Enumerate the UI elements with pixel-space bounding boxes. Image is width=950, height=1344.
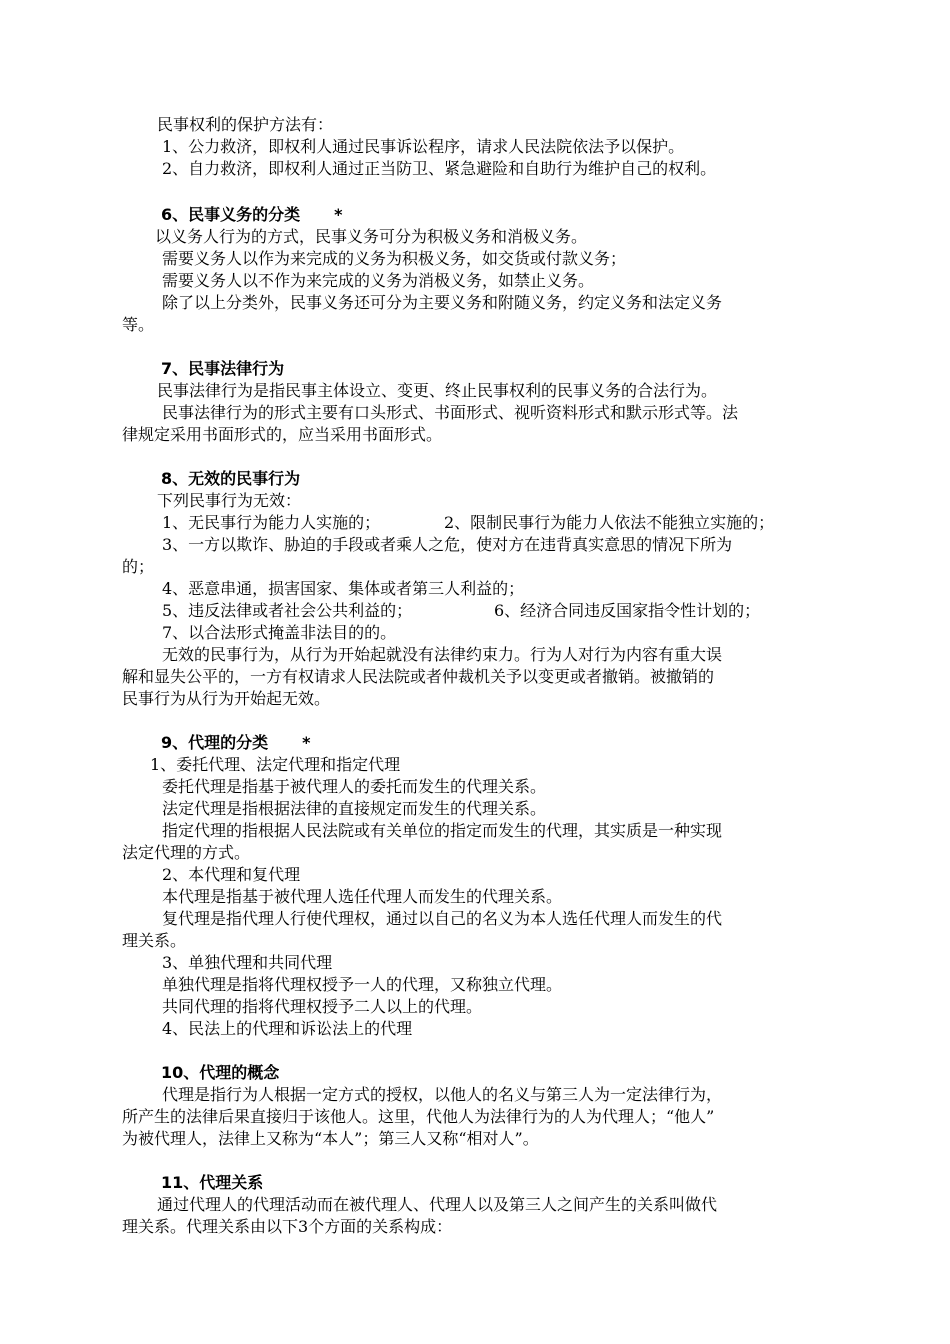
intro-line: 2、自力救济，即权利人通过正当防卫、紧急避险和自助行为维护自己的权利。	[162, 159, 717, 178]
section-title: 9、代理的分类	[161, 733, 269, 752]
paragraph-line: 1、委托代理、法定代理和指定代理	[150, 755, 401, 774]
paragraph-line: 通过代理人的代理活动而在被代理人、代理人以及第三人之间产生的关系叫做代	[157, 1195, 718, 1214]
intro-line: 1、公力救济，即权利人通过民事诉讼程序，请求人民法院依法予以保护。	[162, 137, 685, 156]
paragraph-line: 2、限制民事行为能力人依法不能独立实施的；	[444, 513, 775, 532]
paragraph-line: 律规定采用书面形式的，应当采用书面形式。	[122, 425, 443, 444]
paragraph-line: 7、以合法形式掩盖非法目的的。	[162, 623, 397, 642]
paragraph-line: 需要义务人以不作为来完成的义务为消极义务，如禁止义务。	[162, 271, 595, 290]
paragraph-line: 单独代理是指将代理权授予一人的代理，又称独立代理。	[162, 975, 563, 994]
paragraph-line: 民事法律行为的形式主要有口头形式、书面形式、视听资料形式和默示形式等。法	[162, 403, 739, 422]
paragraph-line: 需要义务人以作为来完成的义务为积极义务，如交货或付款义务；	[162, 249, 627, 268]
paragraph-line: 民事行为从行为开始起无效。	[122, 689, 331, 708]
paragraph-line: 法定代理是指根据法律的直接规定而发生的代理关系。	[162, 799, 547, 818]
section-10-heading: 10、代理的概念	[161, 1063, 280, 1082]
paragraph-line: 6、经济合同违反国家指令性计划的；	[494, 601, 761, 620]
paragraph-line: 以义务人行为的方式，民事义务可分为积极义务和消极义务。	[155, 227, 588, 246]
paragraph-line: 本代理是指基于被代理人选任代理人而发生的代理关系。	[162, 887, 563, 906]
paragraph-line: 解和显失公平的，一方有权请求人民法院或者仲裁机关予以变更或者撤销。被撤销的	[122, 667, 715, 686]
section-7-heading: 7、民事法律行为	[161, 359, 285, 378]
paragraph-line: 4、民法上的代理和诉讼法上的代理	[162, 1019, 413, 1038]
importance-star: *	[334, 205, 343, 224]
paragraph-line: 代理是指行为人根据一定方式的授权，以他人的名义与第三人为一定法律行为，	[162, 1085, 723, 1104]
paragraph-line: 法定代理的方式。	[122, 843, 251, 862]
intro-line: 民事权利的保护方法有：	[157, 115, 334, 134]
paragraph-line: 5、违反法律或者社会公共利益的；	[162, 601, 413, 620]
section-11-heading: 11、代理关系	[161, 1173, 264, 1192]
paragraph-line: 无效的民事行为，从行为开始起就没有法律约束力。行为人对行为内容有重大误	[162, 645, 723, 664]
paragraph-line: 为被代理人，法律上又称为“本人”；第三人又称“相对人”。	[122, 1129, 539, 1148]
section-8-heading: 8、无效的民事行为	[161, 469, 301, 488]
paragraph-line: 所产生的法律后果直接归于该他人。这里，代他人为法律行为的人为代理人；“他人”	[122, 1107, 715, 1126]
paragraph-line: 理关系。	[122, 931, 187, 950]
paragraph-line: 3、单独代理和共同代理	[162, 953, 333, 972]
paragraph-line: 复代理是指代理人行使代理权，通过以自己的名义为本人选任代理人而发生的代	[162, 909, 723, 928]
paragraph-line: 理关系。代理关系由以下3个方面的关系构成：	[122, 1217, 453, 1236]
importance-star: *	[302, 733, 311, 752]
section-9-heading	[161, 732, 311, 754]
section-6-heading	[161, 204, 343, 226]
paragraph-line: 的；	[122, 557, 155, 576]
paragraph-line: 下列民事行为无效：	[157, 491, 302, 510]
paragraph-line: 4、恶意串通，损害国家、集体或者第三人利益的；	[162, 579, 525, 598]
paragraph-line: 共同代理的指将代理权授予二人以上的代理。	[162, 997, 483, 1016]
paragraph-line: 1、无民事行为能力人实施的；	[162, 513, 381, 532]
paragraph-line: 3、一方以欺诈、胁迫的手段或者乘人之危，使对方在违背真实意思的情况下所为	[162, 535, 733, 554]
paragraph-line: 2、本代理和复代理	[162, 865, 301, 884]
paragraph-line: 民事法律行为是指民事主体设立、变更、终止民事权利的民事义务的合法行为。	[157, 381, 718, 400]
paragraph-line: 指定代理的指根据人民法院或有关单位的指定而发生的代理，其实质是一种实现	[162, 821, 723, 840]
paragraph-line: 除了以上分类外，民事义务还可分为主要义务和附随义务，约定义务和法定义务	[162, 293, 723, 312]
paragraph-line: 委托代理是指基于被代理人的委托而发生的代理关系。	[162, 777, 547, 796]
paragraph-line: 等。	[122, 315, 155, 334]
section-title: 6、民事义务的分类	[161, 205, 301, 224]
